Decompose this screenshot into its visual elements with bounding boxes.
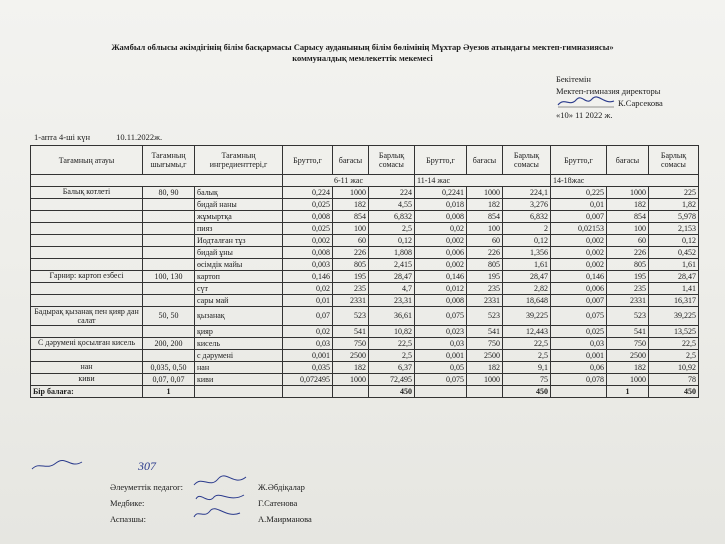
approval-position: Мектеп-гимназия директоры bbox=[556, 86, 661, 96]
table-cell: 0,006 bbox=[415, 247, 467, 259]
table-cell: 182 bbox=[607, 199, 649, 211]
table-cell: 1,808 bbox=[369, 247, 415, 259]
column-header: Тағамның шығымы,г bbox=[143, 146, 195, 175]
table-cell bbox=[143, 247, 195, 259]
table-cell: 75 bbox=[503, 374, 551, 386]
table-cell: 10,82 bbox=[369, 326, 415, 338]
table-cell: 23,31 bbox=[369, 295, 415, 307]
table-cell: 0,02153 bbox=[551, 223, 607, 235]
table-cell: 0,072495 bbox=[283, 374, 333, 386]
table-cell: 854 bbox=[607, 211, 649, 223]
table-cell bbox=[31, 350, 143, 362]
table-cell: 235 bbox=[333, 283, 369, 295]
table-cell: 0,002 bbox=[283, 235, 333, 247]
table-row bbox=[31, 199, 699, 211]
table-cell: 2,5 bbox=[503, 350, 551, 362]
table-cell: 182 bbox=[467, 199, 503, 211]
table-cell bbox=[31, 199, 143, 211]
table-cell: 0,075 bbox=[415, 374, 467, 386]
table-cell: 0,03 bbox=[283, 338, 333, 350]
table-cell: 0,02 bbox=[283, 283, 333, 295]
column-header: Барлық сомасы bbox=[369, 146, 415, 175]
table-cell: С дәрумені қосылған кисель bbox=[31, 338, 143, 350]
table-cell bbox=[143, 199, 195, 211]
approval-block bbox=[556, 73, 716, 121]
table-cell: 0,001 bbox=[283, 350, 333, 362]
table-cell: 0,007 bbox=[551, 211, 607, 223]
table-cell bbox=[31, 283, 143, 295]
table-cell: 5,978 bbox=[649, 211, 699, 223]
table-cell: 0,012 bbox=[415, 283, 467, 295]
table-cell: бидай ұны bbox=[195, 247, 283, 259]
table-cell: 235 bbox=[607, 283, 649, 295]
table-cell: 6,832 bbox=[369, 211, 415, 223]
table-cell: 0,003 bbox=[283, 259, 333, 271]
table-cell: 523 bbox=[607, 307, 649, 326]
table-cell bbox=[31, 235, 143, 247]
table-cell: 60 bbox=[607, 235, 649, 247]
table-row bbox=[31, 187, 699, 199]
table-cell bbox=[143, 235, 195, 247]
total-row bbox=[31, 386, 699, 398]
table-cell: нан bbox=[195, 362, 283, 374]
table-cell: 2,5 bbox=[649, 350, 699, 362]
column-header: Брутто,г bbox=[551, 146, 607, 175]
table-cell: 2500 bbox=[333, 350, 369, 362]
table-cell: 523 bbox=[467, 307, 503, 326]
table-cell: жұмыртқа bbox=[195, 211, 283, 223]
table-cell: 4,7 bbox=[369, 283, 415, 295]
table-cell: 16,317 bbox=[649, 295, 699, 307]
table-cell: 0,07 bbox=[283, 307, 333, 326]
table-cell: 0,12 bbox=[649, 235, 699, 247]
header-row bbox=[31, 146, 699, 175]
table-cell: 750 bbox=[607, 338, 649, 350]
table-cell: 60 bbox=[467, 235, 503, 247]
table-cell: 78 bbox=[649, 374, 699, 386]
table-cell: 225 bbox=[649, 187, 699, 199]
table-row bbox=[31, 338, 699, 350]
table-cell: 0,075 bbox=[415, 307, 467, 326]
table-cell: 39,225 bbox=[649, 307, 699, 326]
table-cell: 0,02 bbox=[283, 326, 333, 338]
table-cell: 0,12 bbox=[503, 235, 551, 247]
table-row bbox=[31, 295, 699, 307]
table-cell: сары май bbox=[195, 295, 283, 307]
table-cell: 0,002 bbox=[551, 259, 607, 271]
table-cell: қияр bbox=[195, 326, 283, 338]
total-label: Бір балаға: bbox=[31, 386, 143, 398]
table-cell bbox=[143, 295, 195, 307]
table-cell: 13,525 bbox=[649, 326, 699, 338]
table-cell: киви bbox=[31, 374, 143, 386]
menu-sheet: Жамбыл облысы әкімдігінің білім басқармасы Сарысу ауданының білім бөлімінің Мұхтар Әуезов атындағы мектеп-гимназиясы» коммуналдық мемлекеттік мекемесі Бекітемін Мектеп-гимназия директоры К.Сарсекова «10» 11 2022 ж. 1-апта 4-ші күн 10.11.2022ж. Тағамның атауы Тағамның шығымы,г Тағамның ингредиенттері,г Брутто,г бағасы Барлық сомасы Брутто,г бағасы Барлық сомасы Брутто,г бағасы Барлық сомасы 6-11 жас 11-14 жас 14-18жас Балық котлеті 80, 90 балық 0,224 1000 224 0,2241 1000 224,1 0,225 1000 225 бидай наны 0,025 182 4,55 0,018 182 3,276 0,01 182 1,82 жұмыртқа 0,008 854 6,832 0,008 854 6,832 0,007 854 5,978 пияз 0,025 100 2,5 0,02 100 2 0,02153 100 2,153 Иодталған тұз 0,002 60 0,12 0,002 60 0,12 0,002 60 0,12 бидай ұны 0,008 226 1,808 0,006 226 1,356 0,002 226 0,452 өсімдік майы 0,003 805 2,415 0,002 805 1,61 0,002 805 1,61 Гарнир: картоп езбесі 100, 130 картоп 0,146 195 28,47 0,146 195 28,47 0,146 195 28,47 сүт 0,02 235 4,7 0,012 235 2,82 0,006 235 1,41 сары май 0,01 2331 23,31 0,008 2331 18,648 0,007 2331 16,317 Бадырақ қызанақ пен қияр дан салат 50, 50 қызанақ 0,07 523 36,61 0,075 523 39,225 0,075 523 39,225 қияр 0,02 541 10,82 0,023 541 12,443 0,025 541 13,525 С дәрумені қосылған кисель 200, 200 кисель 0,03 750 22,5 0,03 750 22,5 0,03 750 22,5 с дәрумені 0,001 2500 2,5 0,001 2500 2,5 0,001 2500 2,5 нан 0,035, 0,50 нан 0,035 182 6,37 0,05 182 9,1 0,06 182 10,92 киви 0,07, 0,07 киви 0,072495 1000 72,495 0,075 1000 75 0,078 1000 78 Бір балаға: 1 450 450 1 450 307 Әлеуметтік педагог: Ж.Әбдіқалар Медбике: Г.Сатенова Аспазшы: А.Маирманова bbox=[0, 0, 725, 544]
handwritten-signature-icon bbox=[30, 457, 200, 475]
table-cell: 2,5 bbox=[369, 350, 415, 362]
table-cell bbox=[31, 247, 143, 259]
table-cell: 195 bbox=[467, 271, 503, 283]
table-cell: қызанақ bbox=[195, 307, 283, 326]
table-cell: 854 bbox=[333, 211, 369, 223]
column-header: Тағамның ингредиенттері,г bbox=[195, 146, 283, 175]
table-cell: 0,03 bbox=[415, 338, 467, 350]
table-cell: с дәрумені bbox=[195, 350, 283, 362]
age-group-1: 6-11 жас bbox=[283, 175, 415, 187]
column-header: Барлық сомасы bbox=[649, 146, 699, 175]
table-cell: картоп bbox=[195, 271, 283, 283]
table-cell: сүт bbox=[195, 283, 283, 295]
table-cell: 22,5 bbox=[649, 338, 699, 350]
total-count-3: 1 bbox=[607, 386, 649, 398]
table-cell: 0,006 bbox=[551, 283, 607, 295]
table-cell: 1,82 bbox=[649, 199, 699, 211]
table-cell: 2500 bbox=[607, 350, 649, 362]
table-row bbox=[31, 247, 699, 259]
table-cell: 0,008 bbox=[415, 211, 467, 223]
table-cell: Гарнир: картоп езбесі bbox=[31, 271, 143, 283]
table-cell: 6,832 bbox=[503, 211, 551, 223]
table-row bbox=[31, 362, 699, 374]
table-cell: 0,001 bbox=[415, 350, 467, 362]
table-cell: 4,55 bbox=[369, 199, 415, 211]
table-cell: 28,47 bbox=[503, 271, 551, 283]
table-cell: 2500 bbox=[467, 350, 503, 362]
table-row bbox=[31, 259, 699, 271]
table-cell: 0,025 bbox=[283, 223, 333, 235]
table-cell: 182 bbox=[467, 362, 503, 374]
table-cell: 235 bbox=[467, 283, 503, 295]
table-row bbox=[31, 350, 699, 362]
table-cell: 182 bbox=[333, 199, 369, 211]
table-cell: 2331 bbox=[467, 295, 503, 307]
day-label: 1-апта 4-ші күн bbox=[34, 132, 91, 142]
table-cell: 805 bbox=[607, 259, 649, 271]
table-cell: 60 bbox=[333, 235, 369, 247]
handwritten-number: 307 bbox=[138, 459, 156, 473]
total-sum-3: 450 bbox=[649, 386, 699, 398]
table-cell bbox=[143, 350, 195, 362]
table-cell: 3,276 bbox=[503, 199, 551, 211]
table-row bbox=[31, 235, 699, 247]
table-cell: 0,01 bbox=[283, 295, 333, 307]
table-cell: 1000 bbox=[333, 187, 369, 199]
table-cell: 0,025 bbox=[283, 199, 333, 211]
table-cell: 80, 90 bbox=[143, 187, 195, 199]
table-cell: 750 bbox=[467, 338, 503, 350]
column-header: Тағамның атауы bbox=[31, 146, 143, 175]
total-sum-1: 450 bbox=[369, 386, 415, 398]
table-cell bbox=[143, 283, 195, 295]
table-cell: 1000 bbox=[607, 374, 649, 386]
table-cell: 0,025 bbox=[551, 326, 607, 338]
table-cell: 0,07, 0,07 bbox=[143, 374, 195, 386]
table-cell: 805 bbox=[333, 259, 369, 271]
table-cell bbox=[143, 259, 195, 271]
column-header: бағасы bbox=[333, 146, 369, 175]
table-cell: 541 bbox=[467, 326, 503, 338]
table-row bbox=[31, 326, 699, 338]
menu-table bbox=[30, 145, 699, 398]
table-cell: 12,443 bbox=[503, 326, 551, 338]
table-cell: 0,008 bbox=[283, 247, 333, 259]
table-cell: 1000 bbox=[467, 187, 503, 199]
table-cell: 0,007 bbox=[551, 295, 607, 307]
column-header: бағасы bbox=[467, 146, 503, 175]
table-cell: 0,035, 0,50 bbox=[143, 362, 195, 374]
total-count-1: 1 bbox=[143, 386, 195, 398]
handwritten-note bbox=[30, 457, 200, 480]
table-cell: 226 bbox=[333, 247, 369, 259]
table-cell: 0,002 bbox=[551, 235, 607, 247]
table-cell: 18,648 bbox=[503, 295, 551, 307]
column-header: бағасы bbox=[607, 146, 649, 175]
table-cell: 28,47 bbox=[369, 271, 415, 283]
day-line bbox=[34, 132, 162, 142]
age-group-3: 14-18жас bbox=[551, 175, 699, 187]
table-cell bbox=[31, 295, 143, 307]
table-cell: 805 bbox=[467, 259, 503, 271]
approval-label: Бекітемін bbox=[556, 74, 591, 84]
table-cell: 22,5 bbox=[369, 338, 415, 350]
table-cell: 0,078 bbox=[551, 374, 607, 386]
column-header: Брутто,г bbox=[415, 146, 467, 175]
age-group-row bbox=[31, 175, 699, 187]
column-header: Барлық сомасы bbox=[503, 146, 551, 175]
title-line-1: Жамбыл облысы әкімдігінің білім басқармасы Сарысу ауданының білім бөлімінің Мұхтар Әуезов атындағы мектеп-гимназиясы» bbox=[111, 42, 614, 52]
table-cell: 0,035 bbox=[283, 362, 333, 374]
table-cell: 200, 200 bbox=[143, 338, 195, 350]
table-cell: 0,452 bbox=[649, 247, 699, 259]
table-cell: 1,61 bbox=[649, 259, 699, 271]
table-cell: 2,153 bbox=[649, 223, 699, 235]
table-cell: 0,075 bbox=[551, 307, 607, 326]
table-cell: 0,146 bbox=[551, 271, 607, 283]
table-cell: 226 bbox=[607, 247, 649, 259]
table-cell: 0,018 bbox=[415, 199, 467, 211]
table-cell: 0,12 bbox=[369, 235, 415, 247]
title-line-2: коммуналдық мемлекеттік мекемесі bbox=[292, 53, 433, 63]
table-cell: Балық котлеті bbox=[31, 187, 143, 199]
table-cell: кисель bbox=[195, 338, 283, 350]
column-header: Брутто,г bbox=[283, 146, 333, 175]
approval-date: «10» 11 2022 ж. bbox=[556, 110, 613, 120]
table-cell: 100 bbox=[333, 223, 369, 235]
table-cell: 854 bbox=[467, 211, 503, 223]
table-cell bbox=[31, 326, 143, 338]
table-cell: 224,1 bbox=[503, 187, 551, 199]
table-cell bbox=[31, 259, 143, 271]
table-cell bbox=[143, 223, 195, 235]
table-row bbox=[31, 283, 699, 295]
table-cell: 2 bbox=[503, 223, 551, 235]
table-cell: 22,5 bbox=[503, 338, 551, 350]
table-cell bbox=[143, 326, 195, 338]
table-row bbox=[31, 223, 699, 235]
table-cell: 10,92 bbox=[649, 362, 699, 374]
table-cell: 1000 bbox=[467, 374, 503, 386]
director-name: К.Сарсекова bbox=[618, 98, 663, 108]
total-sum-2: 450 bbox=[503, 386, 551, 398]
table-cell: 0,023 bbox=[415, 326, 467, 338]
table-cell: 541 bbox=[607, 326, 649, 338]
table-cell: 100, 130 bbox=[143, 271, 195, 283]
table-cell: 523 bbox=[333, 307, 369, 326]
table-cell: 100 bbox=[467, 223, 503, 235]
table-cell: 0,05 bbox=[415, 362, 467, 374]
table-cell: 9,1 bbox=[503, 362, 551, 374]
director-signature-line bbox=[556, 97, 716, 109]
table-cell: 0,002 bbox=[551, 247, 607, 259]
table-cell: 182 bbox=[333, 362, 369, 374]
table-cell: 1000 bbox=[607, 187, 649, 199]
table-cell: 2,5 bbox=[369, 223, 415, 235]
table-cell: 6,37 bbox=[369, 362, 415, 374]
table-cell: Иодталған тұз bbox=[195, 235, 283, 247]
table-cell: 39,225 bbox=[503, 307, 551, 326]
table-cell bbox=[143, 211, 195, 223]
table-row bbox=[31, 374, 699, 386]
table-cell: 0,008 bbox=[415, 295, 467, 307]
table-cell: 0,146 bbox=[283, 271, 333, 283]
table-cell: 28,47 bbox=[649, 271, 699, 283]
table-row bbox=[31, 307, 699, 326]
table-cell: 50, 50 bbox=[143, 307, 195, 326]
table-cell: балық bbox=[195, 187, 283, 199]
table-cell: 226 bbox=[467, 247, 503, 259]
table-cell: 100 bbox=[607, 223, 649, 235]
table-cell: бидай наны bbox=[195, 199, 283, 211]
table-cell: пияз bbox=[195, 223, 283, 235]
table-cell: 1,61 bbox=[503, 259, 551, 271]
table-cell: 1000 bbox=[333, 374, 369, 386]
table-cell bbox=[31, 223, 143, 235]
table-cell: киви bbox=[195, 374, 283, 386]
day-date: 10.11.2022ж. bbox=[116, 132, 163, 142]
director-signature-icon bbox=[556, 95, 616, 109]
table-cell: 0,002 bbox=[415, 259, 467, 271]
table-cell: өсімдік майы bbox=[195, 259, 283, 271]
table-cell: 1,41 bbox=[649, 283, 699, 295]
table-cell: 750 bbox=[333, 338, 369, 350]
table-cell: 1,356 bbox=[503, 247, 551, 259]
table-cell: 0,224 bbox=[283, 187, 333, 199]
table-row bbox=[31, 271, 699, 283]
table-cell bbox=[31, 211, 143, 223]
table-cell: 541 bbox=[333, 326, 369, 338]
table-cell: 0,02 bbox=[415, 223, 467, 235]
table-cell: 195 bbox=[333, 271, 369, 283]
table-cell: 0,2241 bbox=[415, 187, 467, 199]
document-title bbox=[10, 42, 715, 64]
table-cell: 0,06 bbox=[551, 362, 607, 374]
table-cell: 72,495 bbox=[369, 374, 415, 386]
table-cell: 2,415 bbox=[369, 259, 415, 271]
table-cell: 2,82 bbox=[503, 283, 551, 295]
table-cell: 224 bbox=[369, 187, 415, 199]
table-cell: 0,225 bbox=[551, 187, 607, 199]
age-group-2: 11-14 жас bbox=[415, 175, 551, 187]
table-cell: 36,61 bbox=[369, 307, 415, 326]
signature-icon bbox=[190, 505, 250, 523]
table-cell: 182 bbox=[607, 362, 649, 374]
table-cell: 2331 bbox=[333, 295, 369, 307]
table-cell: нан bbox=[31, 362, 143, 374]
table-cell: 195 bbox=[607, 271, 649, 283]
table-cell: 0,008 bbox=[283, 211, 333, 223]
table-cell: 0,03 bbox=[551, 338, 607, 350]
table-row bbox=[31, 211, 699, 223]
table-cell: 2331 bbox=[607, 295, 649, 307]
table-cell: 0,01 bbox=[551, 199, 607, 211]
table-cell: 0,002 bbox=[415, 235, 467, 247]
table-cell: 0,146 bbox=[415, 271, 467, 283]
table-cell: Бадырақ қызанақ пен қияр дан салат bbox=[31, 307, 143, 326]
table-cell: 0,001 bbox=[551, 350, 607, 362]
